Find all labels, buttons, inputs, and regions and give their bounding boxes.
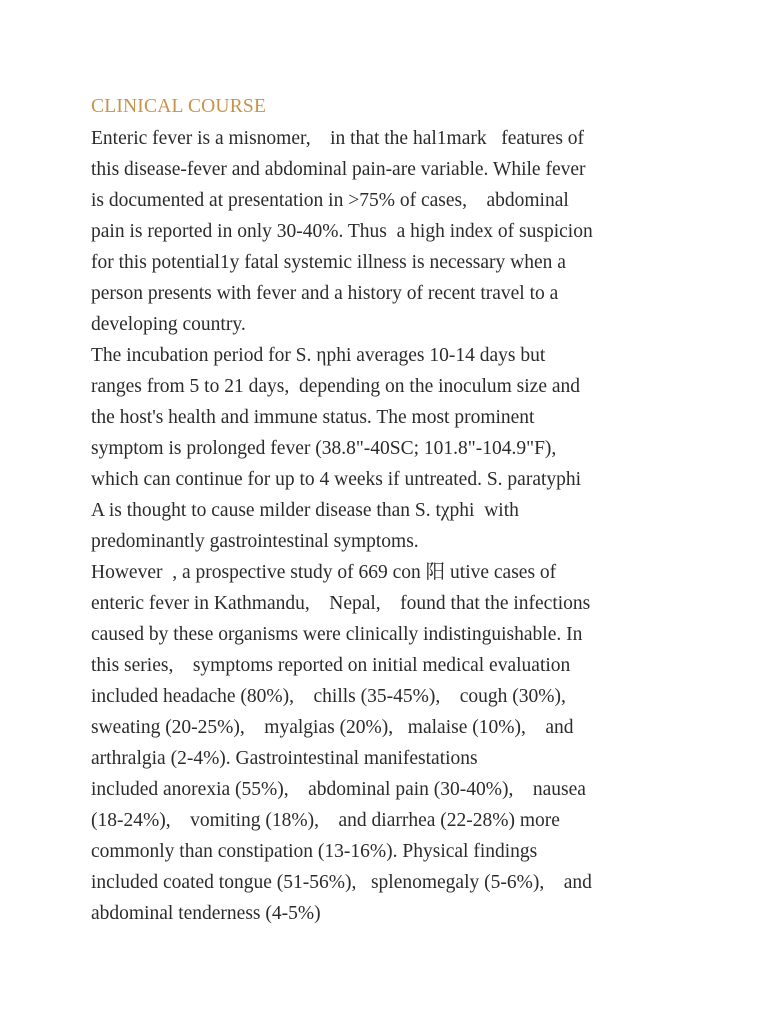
- text-line: predominantly gastrointestinal symptoms.: [91, 531, 419, 552]
- text-line: included headache (80%), chills (35-45%), cough (30%),: [91, 686, 566, 707]
- text-line: included coated tongue (51-56%), splenomegaly (5-6%), and: [91, 872, 592, 893]
- text-line: is documented at presentation in >75% of cases, abdominal: [91, 190, 569, 211]
- text-line: which can continue for up to 4 weeks if untreated. S. paratyphi: [91, 469, 582, 490]
- text-line: enteric fever in Kathmandu, Nepal, found that the infections: [91, 593, 591, 614]
- text-line: caused by these organisms were clinically indistinguishable. In: [91, 624, 583, 645]
- text-line: abdominal tenderness (4-5%): [91, 903, 321, 924]
- section-heading: CLINICAL COURSE: [91, 96, 267, 117]
- text-line: The incubation period for S. ηphi averages 10-14 days but: [91, 345, 546, 366]
- text-line: commonly than constipation (13-16%). Physical findings: [91, 841, 538, 862]
- text-line: symptom is prolonged fever (38.8"-40SC; 101.8"-104.9"F),: [91, 438, 557, 459]
- text-line: developing country.: [91, 314, 246, 335]
- text-line: person presents with fever and a history of recent travel to a: [91, 283, 559, 304]
- text-line: this series, symptoms reported on initial medical evaluation: [91, 655, 571, 676]
- text-line: However , a prospective study of 669 con 阳 utive cases of: [91, 562, 557, 583]
- text-line: for this potential1y fatal systemic illness is necessary when a: [91, 252, 566, 273]
- document-page: [91, 93, 691, 929]
- text-line: arthralgia (2-4%). Gastrointestinal manifestations: [91, 748, 478, 769]
- body-text: [91, 123, 691, 929]
- text-line: sweating (20-25%), myalgias (20%), malaise (10%), and: [91, 717, 574, 738]
- text-line: A is thought to cause milder disease than S. tχphi with: [91, 500, 519, 521]
- text-line: ranges from 5 to 21 days, depending on the inoculum size and: [91, 376, 581, 397]
- text-line: this disease-fever and abdominal pain-are variable. While fever: [91, 159, 586, 180]
- text-line: pain is reported in only 30-40%. Thus a high index of suspicion: [91, 221, 593, 242]
- text-line: (18-24%), vomiting (18%), and diarrhea (22-28%) more: [91, 810, 560, 831]
- text-line: included anorexia (55%), abdominal pain (30-40%), nausea: [91, 779, 586, 800]
- text-line: Enteric fever is a misnomer, in that the hal1mark features of: [91, 128, 585, 149]
- text-line: the host's health and immune status. The most prominent: [91, 407, 535, 428]
